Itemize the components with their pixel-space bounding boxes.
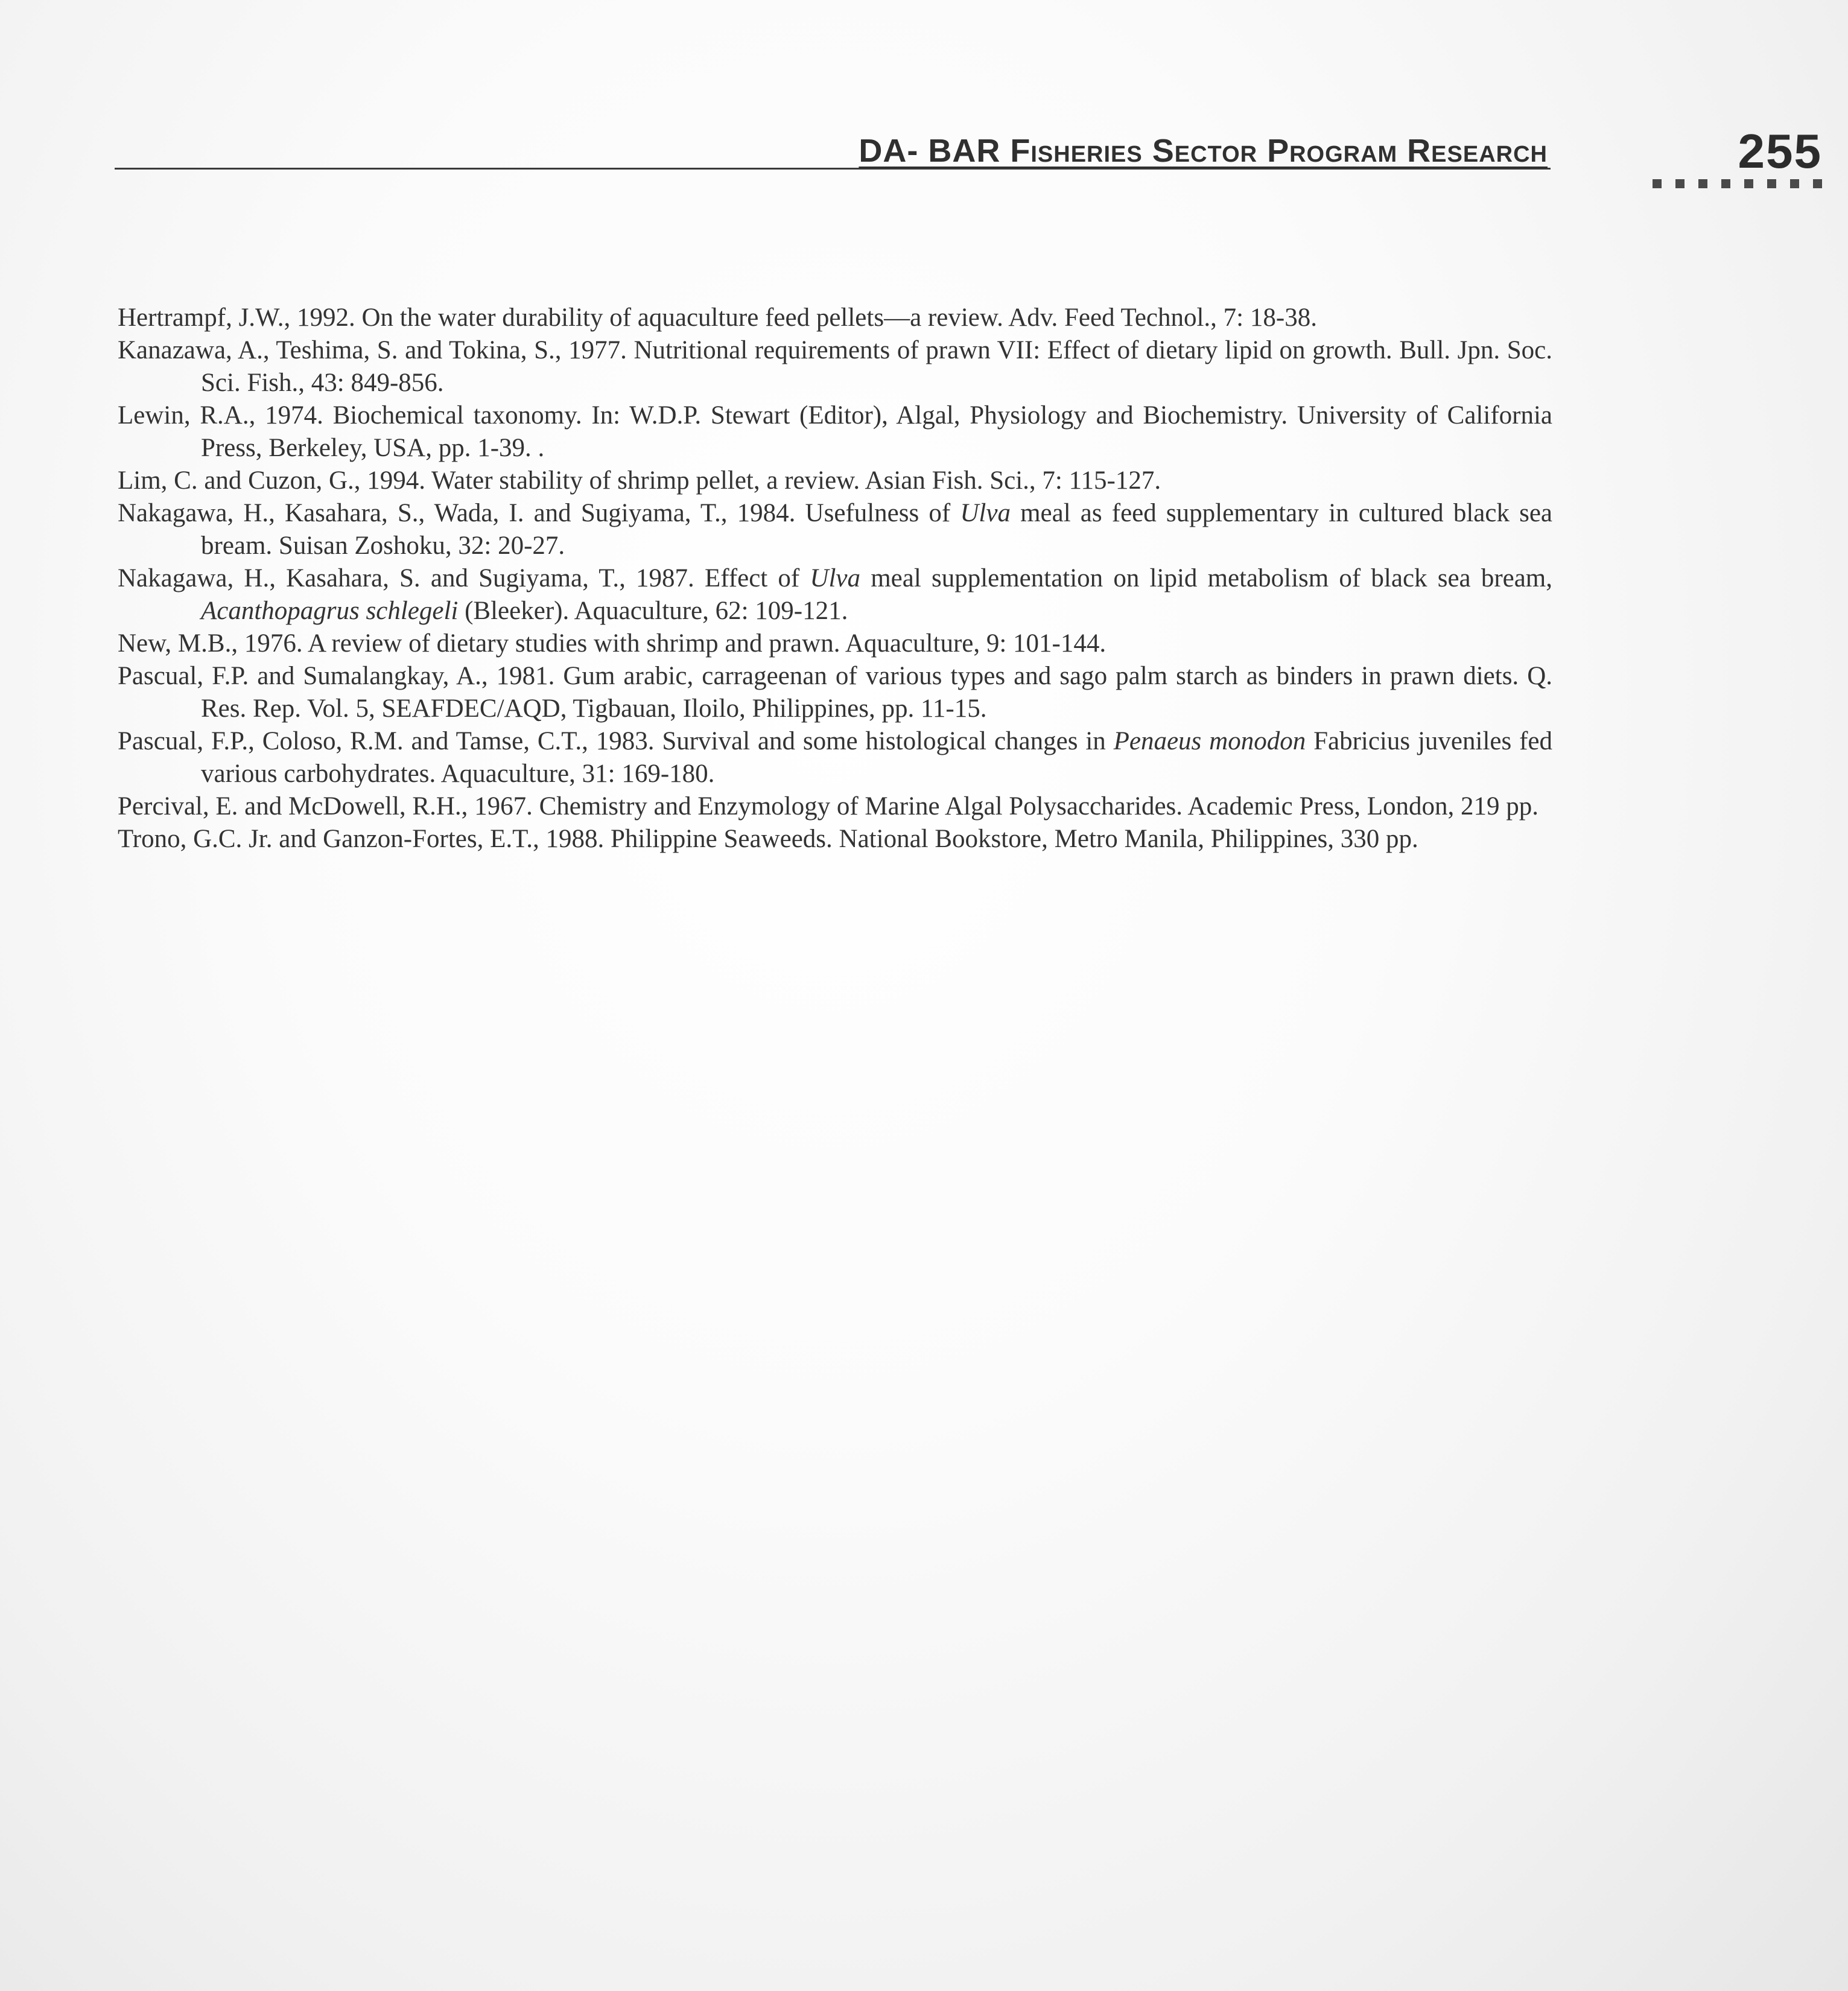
reference-text: Trono, G.C. Jr. and Ganzon-Fortes, E.T., 1988. Philippine Seaweeds. National Bookstore, Metro Manila, Philippines, 330 pp.: [118, 825, 1418, 853]
dot-ornament: [1721, 179, 1730, 188]
dot-ornament: [1653, 179, 1662, 188]
species-name: Acanthopagrus schlegeli: [201, 597, 459, 625]
reference-text-before: Nakagawa, H., Kasahara, S., Wada, I. and Sugiyama, T., 1984. Usefulness of: [118, 499, 961, 527]
reference-text-before: Nakagawa, H., Kasahara, S. and Sugiyama, T., 1987. Effect of: [118, 564, 810, 592]
reference-text: Kanazawa, A., Teshima, S. and Tokina, S., 1977. Nutritional requirements of prawn VII: Effect of dietary lipid on growth. Bull. Jpn. Soc. Sci. Fish., 43: 849-856.: [118, 336, 1552, 397]
dot-ornament: [1767, 179, 1776, 188]
running-header: [115, 124, 1822, 214]
species-name: Ulva: [960, 499, 1011, 527]
reference-entry: [118, 627, 1552, 660]
reference-entry: [118, 725, 1552, 790]
reference-text: Lim, C. and Cuzon, G., 1994. Water stability of shrimp pellet, a review. Asian Fish. Sci., 7: 115-127.: [118, 466, 1161, 495]
reference-entry: [118, 334, 1552, 399]
species-name: Penaeus monodon: [1113, 727, 1306, 755]
reference-list: [118, 302, 1552, 856]
reference-text: New, M.B., 1976. A review of dietary studies with shrimp and prawn. Aquaculture, 9: 101-144.: [118, 629, 1107, 658]
header-dot-ornament: [1653, 179, 1822, 188]
reference-entry: [118, 823, 1552, 856]
reference-entry: [118, 497, 1552, 562]
reference-text: Percival, E. and McDowell, R.H., 1967. Chemistry and Enzymology of Marine Algal Polysaccharides. Academic Press, London, 219 pp.: [118, 792, 1539, 821]
reference-entry: [118, 399, 1552, 465]
reference-text: Hertrampf, J.W., 1992. On the water durability of aquaculture feed pellets—a review. Adv. Feed Technol., 7: 18-38.: [118, 303, 1317, 332]
reference-text-middle: meal supplementation on lipid metabolism of black sea bream,: [860, 564, 1552, 592]
dot-ornament: [1698, 179, 1707, 188]
reference-entry: [118, 465, 1552, 497]
reference-text: Pascual, F.P. and Sumalangkay, A., 1981. Gum arabic, carrageenan of various types and sago palm starch as binders in prawn diets. Q. Res. Rep. Vol. 5, SEAFDEC/AQD, Tigbauan, Iloilo, Philippines, pp. 11-15.: [118, 662, 1552, 723]
dot-ornament: [1675, 179, 1684, 188]
reference-entry: [118, 660, 1552, 725]
reference-text-before: Pascual, F.P., Coloso, R.M. and Tamse, C.T., 1983. Survival and some histological changes in: [118, 727, 1114, 755]
reference-entry: [118, 790, 1552, 823]
reference-text: Lewin, R.A., 1974. Biochemical taxonomy. In: W.D.P. Stewart (Editor), Algal, Physiology and Biochemistry. University of California Press, Berkeley, USA, pp. 1-39. .: [118, 401, 1552, 462]
species-name: Ulva: [810, 564, 861, 592]
dot-ornament: [1813, 179, 1822, 188]
reference-text-after: Fabricius juveniles fed various carbohydrates. Aquaculture, 31: 169-180.: [201, 727, 1552, 788]
dot-ornament: [1744, 179, 1753, 188]
reference-entry: [118, 302, 1552, 334]
dot-ornament: [1790, 179, 1799, 188]
reference-text-after: meal as feed supplementary in cultured black sea bream. Suisan Zoshoku, 32: 20-27.: [201, 499, 1552, 560]
header-title: DA- BAR Fisheries Sector Program Research: [859, 133, 1548, 169]
page-number: 255: [1738, 124, 1822, 178]
reference-entry: [118, 562, 1552, 627]
reference-text-after: (Bleeker). Aquaculture, 62: 109-121.: [458, 597, 848, 625]
